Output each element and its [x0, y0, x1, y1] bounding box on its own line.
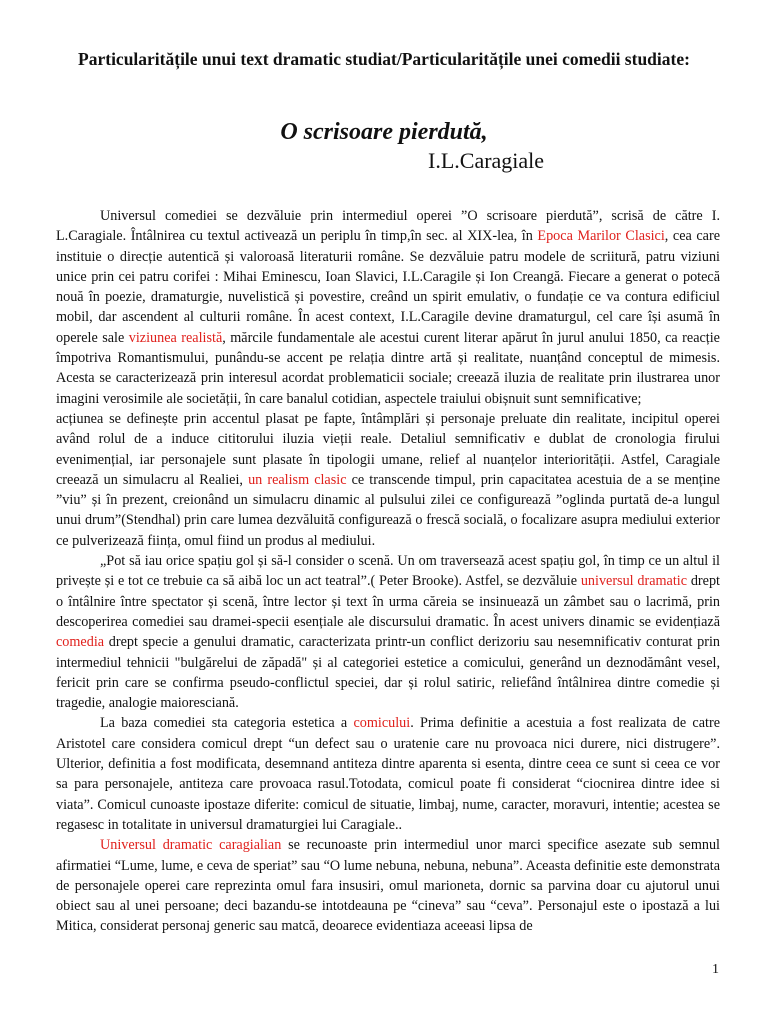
- text-run: ce transcende timpul, prin capacitatea acestuia de a se menține ”viu” și în prezent, creionând un simulacru dinamic al pulsului zilei ce configurează ”oglinda purtată de-a lungul unui drum”(Stendhal) prin care lumea dezvăluită configurează o frescă socială, o focalizare asupra mediului exterior ce pulverizează ființa, omul fiind un produs al mediului.: [56, 471, 721, 549]
- paragraph-2: [56, 409, 720, 551]
- highlight-comicului: comicului: [353, 715, 411, 732]
- text-run: acțiunea se definește prin accentul plasat pe fapte, întâmplări și personaje preluate din realitate, incipitul operei având rolul de a induce cititorului iluzia vieții reale. Detaliul semnificativ e dublat de cronologia firului evenimențial, iar personajele sunt plasate în tipologii umane, relief al nuanțelor interiorității. Astfel, Caragiale creează un simulacru al Realiei,: [56, 410, 720, 488]
- text-run: , cea care instituie o direcție autentică și valoroasă literaturii române. Se dezvăluie patru modele de scriitură, patru viziuni unice prin cei patru corifei : Mihai Eminescu, Ioan Slavici, I.L.Caragile și Ion Creangă. Fiecare a generat o potecă nouă în poezie, dramaturgie, nuvelistică și povestire, creând un spirit emulativ, o fundație ce va contura edificiul mobil, dar ascendent al culturii române. În acest context, I.L.Caragile devine dramaturgul, cel care își asumă în operele sale: [56, 228, 720, 346]
- work-title: O scrisoare pierdută,: [280, 119, 488, 145]
- text-run: , mărcile fundamentale ale acestui curent literar apărut în jurul anului 1850, ca reacție împotriva Romantismului, punându-se accent pe relația dintre artă și realitate, nuanțând conceptul de mimesis. Acesta se caracterizează prin interesul acordat problematicii sociale; creează iluzia de realitate prin ilustrarea unor imagini verosimile ale societății, în care banalul cotidian, aspectele traiului obișnuit sunt semnificative;: [56, 329, 720, 407]
- text-run: drept specie a genului dramatic, caracterizata printr-un conflict derizoriu sau nesemnificativ conturat prin intermediul tehnicii "bulgărelui de zăpadă" și al categoriei estetice a comicului, generând un deznodământ vesel, fericit prin care se confirma pseudo-conflictul speciei, dar și rolul satiric, reliefând întâlnirea dintre comedie și tragedie, analogie maioresciană.: [56, 634, 720, 712]
- highlight-universul-dramatic-caragialian: Universul dramatic caragialian: [100, 837, 282, 854]
- highlight-realism-clasic: un realism clasic: [248, 471, 347, 488]
- author-name: I.L.Caragiale: [428, 148, 545, 173]
- highlight-viziunea-realista: viziunea realistă: [128, 329, 223, 346]
- highlight-universul-dramatic: universul dramatic: [580, 573, 688, 590]
- paragraph-5: [56, 835, 720, 936]
- text-run: drept o întâlnire între spectator și scenă, între lector și text în urma căreia se insinuează un zâmbet sau o lacrimă, prin descoperirea comediei sau dramei-specii esențiale ale discursului dramatic. În acest univers dinamic se evidențiază: [56, 573, 720, 630]
- paragraph-3: [56, 551, 720, 713]
- text-run: „Pot să iau orice spațiu gol și să-l consider o scenă. Un om traversează acest spațiu gol, în timp ce un altul il privește și e tot ce trebuie ca să aibă loc un act teatral”.( Peter Brooke). Astfel, se dezvăluie: [56, 553, 720, 590]
- paragraph-1: [56, 206, 720, 409]
- paragraph-4: [56, 713, 720, 835]
- text-run: La baza comediei sta categoria estetica a: [100, 715, 354, 732]
- text-run: . Prima definitie a acestuia a fost realizata de catre Aristotel care considera comicul drept “un defect sau o uratenie care nu provoaca nici durere, nici distrugere”. Ulterior, definitia a fost modificata, desemnand antiteza dintre aparenta si esenta, dintre ceea ce sunt si ceea ce vor sa para personajele, antiteza care provoaca rasul.Totodata, comicul poate fi considerat “ciocnirea dintre idee si viata”. Comicul cunoaste ipostaze diferite: comicul de situatie, limbaj, nume, caracter, moravuri, intentie; acestea se regasesc in totalitate in universul dramaturgiei lui Caragiale..: [56, 715, 720, 833]
- highlight-epoca-marilor-clasici: Epoca Marilor Clasici: [537, 228, 665, 245]
- highlight-comedia: comedia: [56, 634, 105, 651]
- text-run: se recunoaste prin intermediul unor marci specifice asezate sub semnul afirmatiei “Lume, lume, e ceva de speriat” sau “O lume nebuna, nebuna, nebuna”. Aceasta definitie este demonstrata de personajele operei care reprezinta omul fara insusiri, omul marioneta, dornic sa parvina doar cu ajutorul unui obiect sau al unei persoane; deci bazandu-se intotdeauna pe “cineva” sau “ceva”. Personajul este o ipostază a lui Mitica, considerat personaj generic sau matcă, deoarece evidentiaza aceeasi lipsa de: [56, 837, 720, 935]
- document-body: [56, 206, 720, 937]
- document-title: Particularitățile unui text dramatic studiat/Particularitățile unei comedii studiate:: [78, 49, 690, 69]
- text-run: Universul comediei se dezvăluie prin intermediul operei ”O scrisoare pierdută”, scrisă de către I. L.Caragiale. Întâlnirea cu textul activează un periplu în timp,în sec. al XIX-lea, în: [56, 208, 720, 245]
- page-number: 1: [712, 962, 719, 977]
